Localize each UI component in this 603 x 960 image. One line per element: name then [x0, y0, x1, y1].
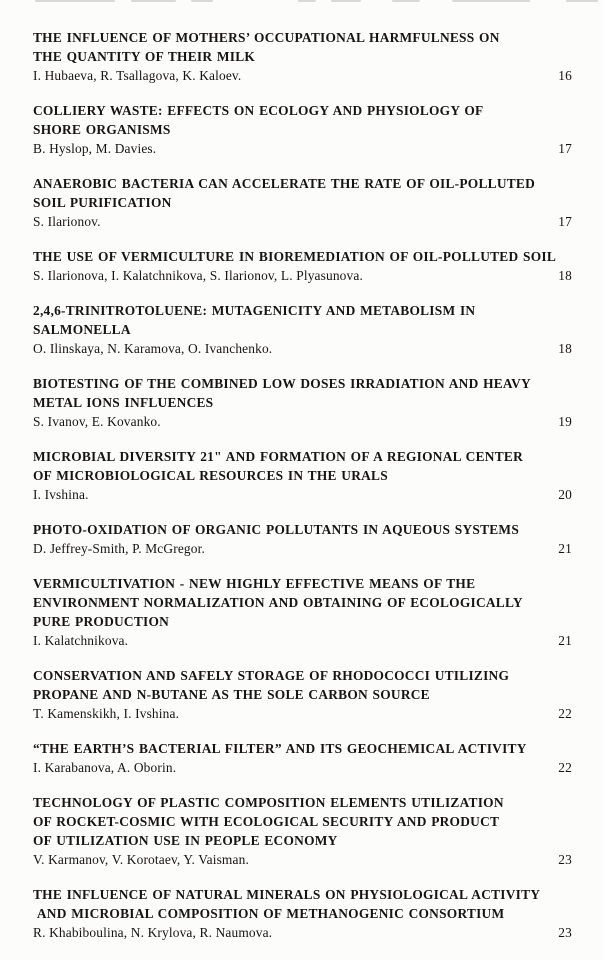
- toc-entry-title: [33, 374, 572, 412]
- toc-entry-title-line: MICROBIAL DIVERSITY 21" AND FORMATION OF A REGIONAL CENTER: [33, 449, 523, 464]
- toc-entry-page-number: 17: [558, 214, 572, 229]
- toc-entry-title: [33, 520, 572, 539]
- toc-entry-meta: [33, 704, 572, 723]
- toc-entry-meta: [33, 139, 572, 158]
- toc-entry-authors: B. Hyslop, M. Davies.: [33, 141, 157, 156]
- toc-entry: [33, 28, 572, 85]
- toc-entry-list: [33, 28, 572, 942]
- toc-entry-title: [33, 101, 572, 139]
- toc-entry-title-line: SALMONELLA: [33, 322, 131, 337]
- toc-entry-title: [33, 793, 572, 850]
- toc-entry-meta: [33, 758, 572, 777]
- toc-entry-title-line: BIOTESTING OF THE COMBINED LOW DOSES IRRADIATION AND HEAVY: [33, 376, 531, 391]
- toc-entry-page-number: 22: [558, 760, 572, 775]
- toc-entry-page-number: 19: [558, 414, 572, 429]
- toc-entry-authors: I. Karabanova, A. Oborin.: [33, 760, 177, 775]
- toc-entry-title: [33, 28, 572, 66]
- toc-entry-title-line: “THE EARTH’S BACTERIAL FILTER” AND ITS GEOCHEMICAL ACTIVITY: [33, 741, 527, 756]
- toc-entry-meta: [33, 539, 572, 558]
- toc-entry: [33, 374, 572, 431]
- toc-entry-title: [33, 447, 572, 485]
- toc-entry-meta: [33, 923, 572, 942]
- scan-artifact: [298, 0, 316, 2]
- toc-entry-meta: [33, 266, 572, 285]
- toc-entry: [33, 174, 572, 231]
- scan-artifact: [331, 0, 361, 2]
- toc-entry-title-line: PHOTO-OXIDATION OF ORGANIC POLLUTANTS IN AQUEOUS SYSTEMS: [33, 522, 520, 537]
- toc-entry-meta: [33, 339, 572, 358]
- toc-entry-title-line: ENVIRONMENT NORMALIZATION AND OBTAINING OF ECOLOGICALLY: [33, 595, 523, 610]
- toc-entry-title-line: CONSERVATION AND SAFELY STORAGE OF RHODOCOCCI UTILIZING: [33, 668, 510, 683]
- toc-entry: [33, 885, 572, 942]
- toc-entry-authors: I. Ivshina.: [33, 487, 89, 502]
- toc-entry-title-line: COLLIERY WASTE: EFFECTS ON ECOLOGY AND PHYSIOLOGY OF: [33, 103, 484, 118]
- toc-entry-title-line: OF UTILIZATION USE IN PEOPLE ECONOMY: [33, 833, 338, 848]
- toc-entry-meta: [33, 631, 572, 650]
- toc-entry-page-number: 21: [558, 541, 572, 556]
- toc-entry-authors: S. Ilarionov.: [33, 214, 101, 229]
- scan-artifact: [35, 0, 115, 2]
- scan-artifact: [392, 0, 420, 2]
- toc-entry-meta: [33, 66, 572, 85]
- toc-entry: [33, 574, 572, 650]
- scan-artifact: [131, 0, 176, 2]
- toc-entry: [33, 447, 572, 504]
- toc-entry-title: [33, 885, 572, 923]
- toc-entry-authors: V. Karmanov, V. Korotaev, Y. Vaisman.: [33, 852, 249, 867]
- toc-entry-page-number: 17: [558, 141, 572, 156]
- toc-entry: [33, 247, 572, 285]
- toc-entry: [33, 520, 572, 558]
- toc-entry-title-line: THE INFLUENCE OF MOTHERS’ OCCUPATIONAL HARMFULNESS ON: [33, 30, 500, 45]
- toc-entry-title: [33, 247, 572, 266]
- toc-entry-authors: D. Jeffrey-Smith, P. McGregor.: [33, 541, 205, 556]
- toc-entry-title-line: OF ROCKET-COSMIC WITH ECOLOGICAL SECURITY AND PRODUCT: [33, 814, 500, 829]
- toc-entry-authors: S. Ivanov, E. Kovanko.: [33, 414, 161, 429]
- toc-entry-meta: [33, 412, 572, 431]
- toc-entry-title-line: VERMICULTIVATION - NEW HIGHLY EFFECTIVE MEANS OF THE: [33, 576, 476, 591]
- toc-entry-title-line: TECHNOLOGY OF PLASTIC COMPOSITION ELEMENTS UTILIZATION: [33, 795, 504, 810]
- toc-entry-page-number: 18: [558, 341, 572, 356]
- toc-entry: [33, 793, 572, 869]
- toc-entry-page-number: 16: [558, 68, 572, 83]
- toc-entry-title: [33, 301, 572, 339]
- toc-entry-meta: [33, 485, 572, 504]
- toc-entry-title: [33, 739, 572, 758]
- toc-entry: [33, 301, 572, 358]
- toc-entry-title-line: PURE PRODUCTION: [33, 614, 170, 629]
- toc-entry: [33, 666, 572, 723]
- toc-entry-title: [33, 174, 572, 212]
- toc-entry: [33, 101, 572, 158]
- toc-entry-title-line: SOIL PURIFICATION: [33, 195, 172, 210]
- scan-artifact: [191, 0, 213, 2]
- toc-entry-authors: I. Hubaeva, R. Tsallagova, K. Kaloev.: [33, 68, 242, 83]
- toc-entry-title-line: OF MICROBIOLOGICAL RESOURCES IN THE URALS: [33, 468, 388, 483]
- toc-entry-title-line: THE QUANTITY OF THEIR MILK: [33, 49, 256, 64]
- toc-entry-authors: R. Khabiboulina, N. Krylova, R. Naumova.: [33, 925, 273, 940]
- toc-entry-title-line: THE USE OF VERMICULTURE IN BIOREMEDIATION OF OIL-POLLUTED SOIL: [33, 249, 557, 264]
- toc-entry: [33, 739, 572, 777]
- toc-entry-page-number: 23: [558, 925, 572, 940]
- toc-entry-title-line: AND MICROBIAL COMPOSITION OF METHANOGENIC CONSORTIUM: [33, 906, 505, 921]
- scan-artifact: [452, 0, 530, 2]
- toc-entry-title-line: SHORE ORGANISMS: [33, 122, 171, 137]
- toc-entry-authors: T. Kamenskikh, I. Ivshina.: [33, 706, 180, 721]
- toc-entry-page-number: 22: [558, 706, 572, 721]
- toc-entry-title-line: METAL IONS INFLUENCES: [33, 395, 214, 410]
- toc-entry-title-line: ANAEROBIC BACTERIA CAN ACCELERATE THE RATE OF OIL-POLLUTED: [33, 176, 536, 191]
- toc-entry-title: [33, 666, 572, 704]
- toc-entry-page-number: 20: [558, 487, 572, 502]
- toc-entry-title-line: PROPANE AND N-BUTANE AS THE SOLE CARBON SOURCE: [33, 687, 430, 702]
- toc-entry-page-number: 21: [558, 633, 572, 648]
- toc-entry-title-line: 2,4,6-TRINITROTOLUENE: MUTAGENICITY AND METABOLISM IN: [33, 303, 476, 318]
- toc-entry-authors: O. Ilinskaya, N. Karamova, O. Ivanchenko.: [33, 341, 273, 356]
- scan-artifact: [566, 0, 598, 2]
- toc-entry-meta: [33, 850, 572, 869]
- toc-entry-authors: S. Ilarionova, I. Kalatchnikova, S. Ilarionov, L. Plyasunova.: [33, 268, 363, 283]
- toc-entry-authors: I. Kalatchnikova.: [33, 633, 129, 648]
- toc-entry-page-number: 23: [558, 852, 572, 867]
- toc-entry-meta: [33, 212, 572, 231]
- toc-entry-page-number: 18: [558, 268, 572, 283]
- toc-entry-title: [33, 574, 572, 631]
- toc-entry-title-line: THE INFLUENCE OF NATURAL MINERALS ON PHYSIOLOGICAL ACTIVITY: [33, 887, 541, 902]
